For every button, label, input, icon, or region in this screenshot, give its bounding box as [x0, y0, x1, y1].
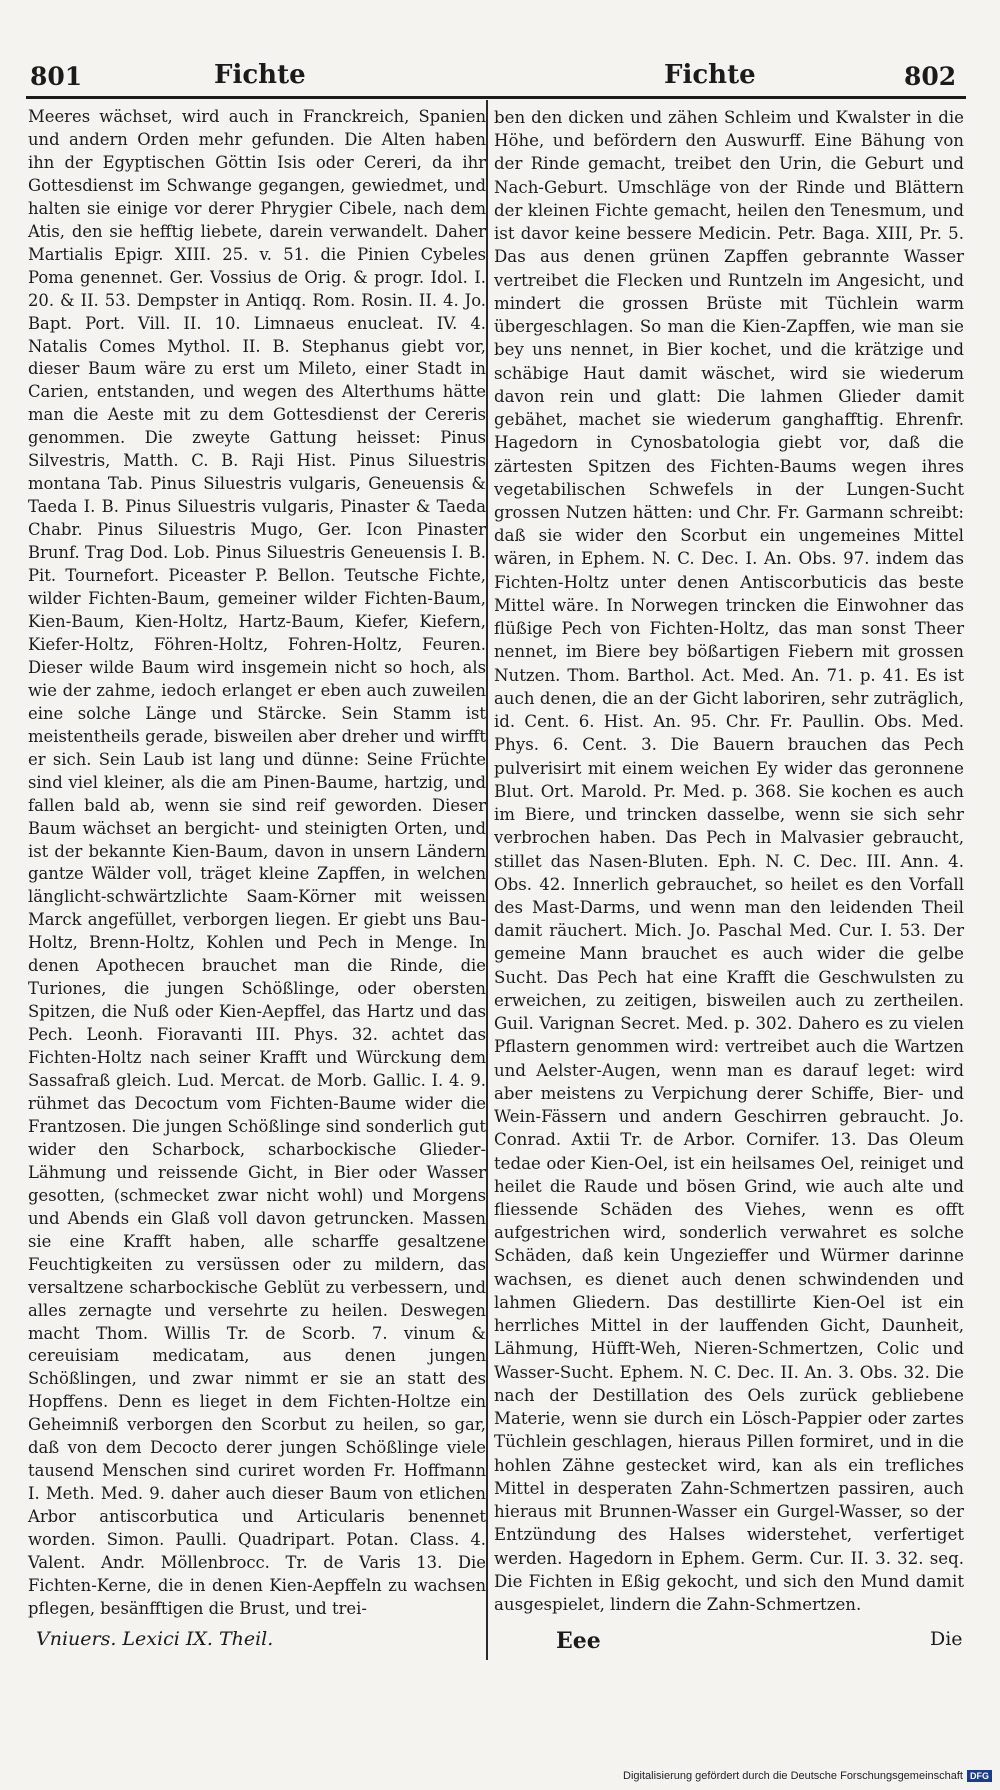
- running-head-left: Fichte: [214, 60, 306, 90]
- running-head-right: Fichte: [664, 60, 756, 90]
- page-number-right: 802: [904, 62, 957, 91]
- header-rule: [26, 96, 966, 99]
- page-number-left: 801: [30, 62, 83, 91]
- signature-line: Vniuers. Lexici IX. Theil.: [36, 1628, 274, 1650]
- left-column-text: Meeres wächset, wird auch in Franckreich, Spanien und andern Orden mehr gefunden. Die Alten haben ihn der Egyptischen Göttin Isis oder Cereri, da ihr Gottesdienst im Schwange gegangen, gewiedmet, und halten sie einige vor derer Phrygier Cibele, nach dem Atis, den sie hefftig liebete, darein verwandelt. Daher Martialis Epigr. XIII. 25. v. 51. die Pinien Cybeles Poma genennet. Ger. Vossius de Orig. & progr. Idol. I. 20. & II. 53. Dempster in Antiqq. Rom. Rosin. II. 4. Jo. Bapt. Port. Vill. II. 10. Limnaeus enucleat. IV. 4. Natalis Comes Mythol. II. B. Stephanus giebt vor, dieser Baum wäre zu erst um Mileto, einer Stadt in Carien, entstanden, und wegen des Alterthums hätte man die Aeste mit zu dem Gottesdienst der Cereris genommen. Die zweyte Gattung heisset: Pinus Silvestris, Matth. C. B. Raji Hist. Pinus Siluestris montana Tab. Pinus Siluestris vulgaris, Geneuensis & Taeda I. B. Pinus Siluestris vulgaris, Pinaster & Taeda Chabr. Pinus Siluestris Mugo, Ger. Icon Pinaster Brunf. Trag Dod. Lob. Pinus Siluestris Geneuensis I. B. Pit. Tournefort. Piceaster P. Bellon. Teutsche Fichte, wilder Fichten-Baum, gemeiner wilder Fichten-Baum, Kien-Baum, Kien-Holtz, Hartz-Baum, Kiefer, Kiefern, Kiefer-Holtz, Föhren-Holtz, Fohren-Holtz, Feuren. Dieser wilde Baum wird insgemein nicht so hoch, als wie der zahme, iedoch erlanget er eben auch zuweilen eine solche Länge und Stärcke. Sein Stamm ist meistentheils gerade, bisweilen aber dreher und wirfft er sich. Sein Laub ist lang und dünne: Seine Früchte sind viel kleiner, als die am Pinen-Baume, hartzig, und fallen bald ab, wenn sie sind reif geworden. Dieser Baum wächset an bergicht- und steinigten Orten, und ist der bekannte Kien-Baum, davon in unsern Ländern gantze Wälder voll, träget kleine Zapffen, in welchen länglicht-schwärtzlichte Saam-Körner mit weissen Marck angefüllet, verborgen liegen. Er giebt uns Bau-Holtz, Brenn-Holtz, Kohlen und Pech in Menge. In denen Apothecen brauchet man die Rinde, die Turiones, die jungen Schößlinge, oder obersten Spitzen, die Nuß oder Kien-Aepffel, das Hartz und das Pech. Leonh. Fioravanti III. Phys. 32. achtet das Fichten-Holtz nach seiner Krafft und Würckung dem Sassafraß gleich. Lud. Mercat. de Morb. Gallic. I. 4. 9. rühmet das Decoctum vom Fichten-Baume wider die Frantzosen. Die jungen Schößlinge sind sonderlich gut wider den Scharbock, scharbockische Glieder-Lähmung und reissende Gicht, in Bier oder Wasser gesotten, (schmecket zwar nicht wohl) und Morgens und Abends ein Glaß voll davon getruncken. Massen sie eine Krafft haben, alle scharffe gesaltzene Feuchtigkeiten zu versüssen oder zu mildern, das versaltzene scharbockische Geblüt zu verbessern, und alles zernagte und versehrte zu heilen. Deswegen macht Thom. Willis Tr. de Scorb. 7. vinum & cereuisiam medicatam, aus denen jungen Schößlingen, und zwar nimmt er sie an statt des Hopffens. Denn es lieget in dem Fichten-Holtze ein Geheimniß verborgen den Scorbut zu heilen, so gar, daß von dem Decocto derer jungen Schößlinge viele tausend Menschen sind curiret worden Fr. Hoffmann I. Meth. Med. 9. daher auch dieser Baum von etlichen Arbor antiscorbutica und Articularis benennet worden. Simon. Paulli. Quadripart. Potan. Class. 4. Valent. Andr. Möllenbrocc. Tr. de Varis 13. Die Fichten-Kerne, die in denen Kien-Aepffeln zu wachsen pflegen, besänfftigen die Brust, und trei-: [28, 107, 486, 1618]
- text-column-left: [28, 106, 486, 1621]
- digitization-note: Digitalisierung gefördert durch die Deutsche Forschungsgemeinschaft: [623, 1770, 963, 1782]
- column-divider: [486, 100, 488, 1660]
- digitization-credit: [623, 1770, 992, 1782]
- dfg-logo: DFG: [967, 1770, 992, 1782]
- text-column-right: [494, 106, 964, 1616]
- gathering-mark: Eee: [556, 1628, 601, 1654]
- catchword: Die: [930, 1628, 963, 1650]
- right-column-text: ben den dicken und zähen Schleim und Kwalster in die Höhe, und befördern den Auswurff. Eine Bähung von der Rinde gemacht, treibet den Urin, die Geburt und Nach-Geburt. Umschläge von der Rinde und Blättern der kleinen Fichte gemacht, heilen den Tenesmum, und ist davor keine bessere Medicin. Petr. Baga. XIII, Pr. 5. Das aus denen grünen Zapffen gebrannte Wasser vertreibet die Flecken und Runtzeln im Angesicht, und mindert die grossen Brüste mit Tüchlein warm übergeschlagen. So man die Kien-Zapffen, wie man sie bey uns nennet, in Bier kochet, und die krätzige und schäbige Haut damit wäschet, wird sie wiederum davon rein und glatt: Die lahmen Glieder damit gebähet, machet sie wiederum ganghafftig. Ehrenfr. Hagedorn in Cynosbatologia giebt vor, daß die zärtesten Spitzen des Fichten-Baums wegen ihres vegetabilischen Schwefels in der Lungen-Sucht grossen Nutzen hätten: und Chr. Fr. Garmann schreibt: daß sie wider den Scorbut ein ungemeines Mittel wären, in Ephem. N. C. Dec. I. An. Obs. 97. indem das Fichten-Holtz unter denen Antiscorbuticis das beste Mittel wäre. In Norwegen trincken die Einwohner das flüßige Pech von Fichten-Holtz, das man sonst Theer nennet, im Biere bey bößartigen Fiebern mit grossen Nutzen. Thom. Barthol. Act. Med. An. 71. p. 41. Es ist auch denen, die an der Gicht laboriren, sehr zuträglich, id. Cent. 6. Hist. An. 95. Chr. Fr. Paullin. Obs. Med. Phys. 6. Cent. 3. Die Bauern brauchen das Pech pulverisirt mit einem weichen Ey wider das geronnene Blut. Ort. Marold. Pr. Med. p. 368. Sie kochen es auch im Biere, und trincken dasselbe, wenn sie sich sehr verbrochen haben. Das Pech in Malvasier gebraucht, stillet das Nasen-Bluten. Eph. N. C. Dec. III. Ann. 4. Obs. 42. Innerlich gebrauchet, so heilet es den Vorfall des Mast-Darms, und wenn man den leidenden Theil damit räuchert. Mich. Jo. Paschal Med. Cur. I. 53. Der gemeine Mann brauchet es auch wider die gelbe Sucht. Das Pech hat eine Krafft die Geschwulsten zu erweichen, zu zeitigen, bisweilen auch zu zertheilen. Guil. Varignan Secret. Med. p. 302. Dahero es zu vielen Pflastern genommen wird: vertreibet auch die Wartzen und Aelster-Augen, wenn man es darauf leget: wird aber meistens zu Verpichung derer Schiffe, Bier- und Wein-Fässern und andern Geschirren gebraucht. Jo. Conrad. Axtii Tr. de Arbor. Cornifer. 13. Das Oleum tedae oder Kien-Oel, ist ein heilsames Oel, reiniget und heilet die Raude und bösen Grind, wie auch alte und fliessende Schäden des Viehes, wenn es offt aufgestrichen wird, sonderlich verwahret es solche Schäden, daß kein Ungezieffer und Würmer darinne wachsen, es dienet auch denen schwindenden und lahmen Gliedern. Das destillirte Kien-Oel ist ein herrliches Mittel in der lauffenden Gicht, Daunheit, Lähmung, Hüfft-Weh, Nieren-Schmertzen, Colic und Wasser-Sucht. Ephem. N. C. Dec. II. An. 3. Obs. 32. Die nach der Destillation des Oels zurück gebliebene Materie, wenn sie durch ein Lösch-Pappier oder zartes Tüchlein geschlagen, hieraus Pillen formiret, und in die hohlen Zähne gestecket wird, kan als ein trefliches Mittel in desperaten Zahn-Schmertzen passiren, auch hieraus mit Brunnen-Wasser ein Gurgel-Wasser, so der Entzündung des Halses widerstehet, verfertiget werden. Hagedorn in Ephem. Germ. Cur. II. 3. 32. seq. Die Fichten in Eßig gekocht, und sich den Mund damit ausgespielet, lindern die Zahn-Schmertzen.: [494, 108, 964, 1614]
